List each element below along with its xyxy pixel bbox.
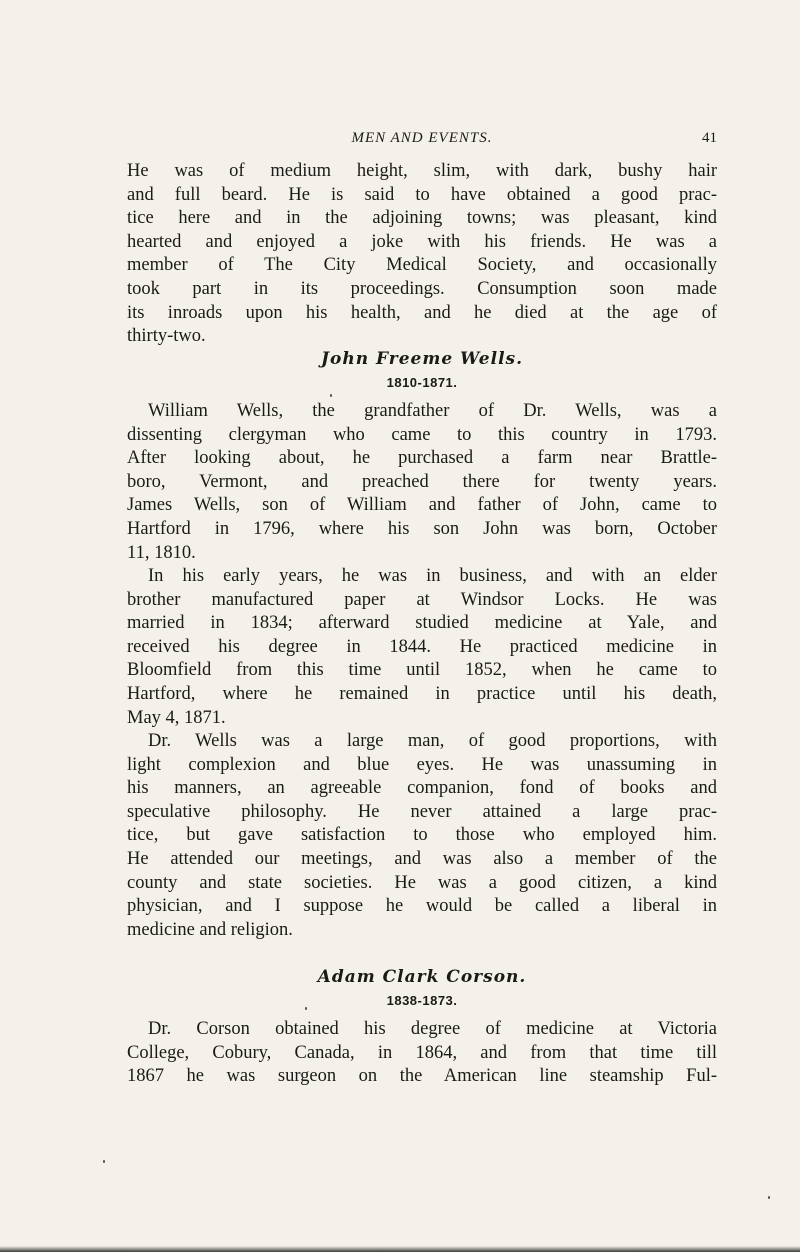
text-line: thirty-two.	[127, 326, 206, 347]
text-line: took part in its proceedings. Consumption soon made	[127, 278, 717, 299]
text-line: In his early years, he was in business, and with an elder	[148, 566, 717, 586]
text-line: 1867 he was surgeon on the American line steamship Ful-	[127, 1066, 717, 1087]
text-line: He was of medium height, slim, with dark, bushy hair	[127, 161, 717, 181]
text-line: Dr. Wells was a large man, of good proportions, with	[148, 731, 717, 751]
running-head-title: MEN AND EVENTS.	[351, 130, 493, 146]
text-line: Hartford, where he remained in practice until his death,	[127, 683, 717, 704]
text-line: married in 1834; afterward studied medicine at Yale, and	[127, 613, 717, 634]
text-line: Bloomfield from this time until 1852, when he came to	[127, 660, 717, 681]
page-number: 41	[702, 130, 717, 146]
text-line: After looking about, he purchased a farm near Brattle-	[127, 448, 717, 469]
section-dates-wells: 1810-1871.	[386, 375, 458, 390]
section-heading-corson: Adam Clark Corson.	[317, 967, 527, 987]
print-speck	[305, 1007, 307, 1010]
text-line: William Wells, the grandfather of Dr. Wells, was a	[148, 401, 717, 421]
running-head	[127, 128, 717, 152]
text-line: light complexion and blue eyes. He was unassuming in	[127, 754, 717, 775]
text-line: boro, Vermont, and preached there for twenty years.	[127, 471, 717, 492]
text-line: its inroads upon his health, and he died at the age of	[127, 302, 717, 323]
text-line: hearted and enjoyed a joke with his friends. He was a	[127, 231, 717, 252]
text-line: member of The City Medical Society, and occasionally	[127, 255, 717, 276]
text-line: his manners, an agreeable companion, fond of books and	[127, 778, 717, 799]
paragraph-4	[127, 730, 717, 942]
text-line: James Wells, son of William and father of John, came to	[127, 495, 717, 516]
text-line: physician, and I suppose he would be called a liberal in	[127, 896, 717, 917]
text-line: medicine and religion.	[127, 919, 293, 940]
print-speck	[103, 1160, 105, 1163]
paragraph-3	[127, 565, 717, 730]
paragraph-1	[127, 160, 717, 349]
section-heading-wells: John Freeme Wells.	[320, 349, 524, 369]
text-line: Hartford in 1796, where his son John was born, October	[127, 518, 717, 539]
text-line: received his degree in 1844. He practiced medicine in	[127, 636, 717, 657]
text-line: brother manufactured paper at Windsor Locks. He was	[127, 589, 717, 610]
text-line: county and state societies. He was a good citizen, a kind	[127, 872, 717, 893]
text-line: tice, but gave satisfaction to those who employed him.	[127, 825, 717, 846]
page-bottom-edge	[0, 1246, 800, 1252]
paragraph-2	[127, 400, 717, 565]
text-line: 11, 1810.	[127, 542, 196, 563]
print-speck	[330, 394, 332, 397]
text-line: dissenting clergyman who came to this country in 1793.	[127, 424, 717, 445]
text-line: and full beard. He is said to have obtained a good prac-	[127, 184, 717, 205]
paragraph-5	[127, 1018, 717, 1089]
section-dates-corson: 1838-1873.	[386, 993, 458, 1008]
text-line: Dr. Corson obtained his degree of medicine at Victoria	[148, 1019, 717, 1039]
text-line: College, Cobury, Canada, in 1864, and from that time till	[127, 1042, 717, 1063]
print-speck	[768, 1196, 770, 1199]
text-line: He attended our meetings, and was also a member of the	[127, 848, 717, 869]
text-line: tice here and in the adjoining towns; was pleasant, kind	[127, 208, 717, 229]
text-line: speculative philosophy. He never attained a large prac-	[127, 801, 717, 822]
text-line: May 4, 1871.	[127, 707, 226, 728]
